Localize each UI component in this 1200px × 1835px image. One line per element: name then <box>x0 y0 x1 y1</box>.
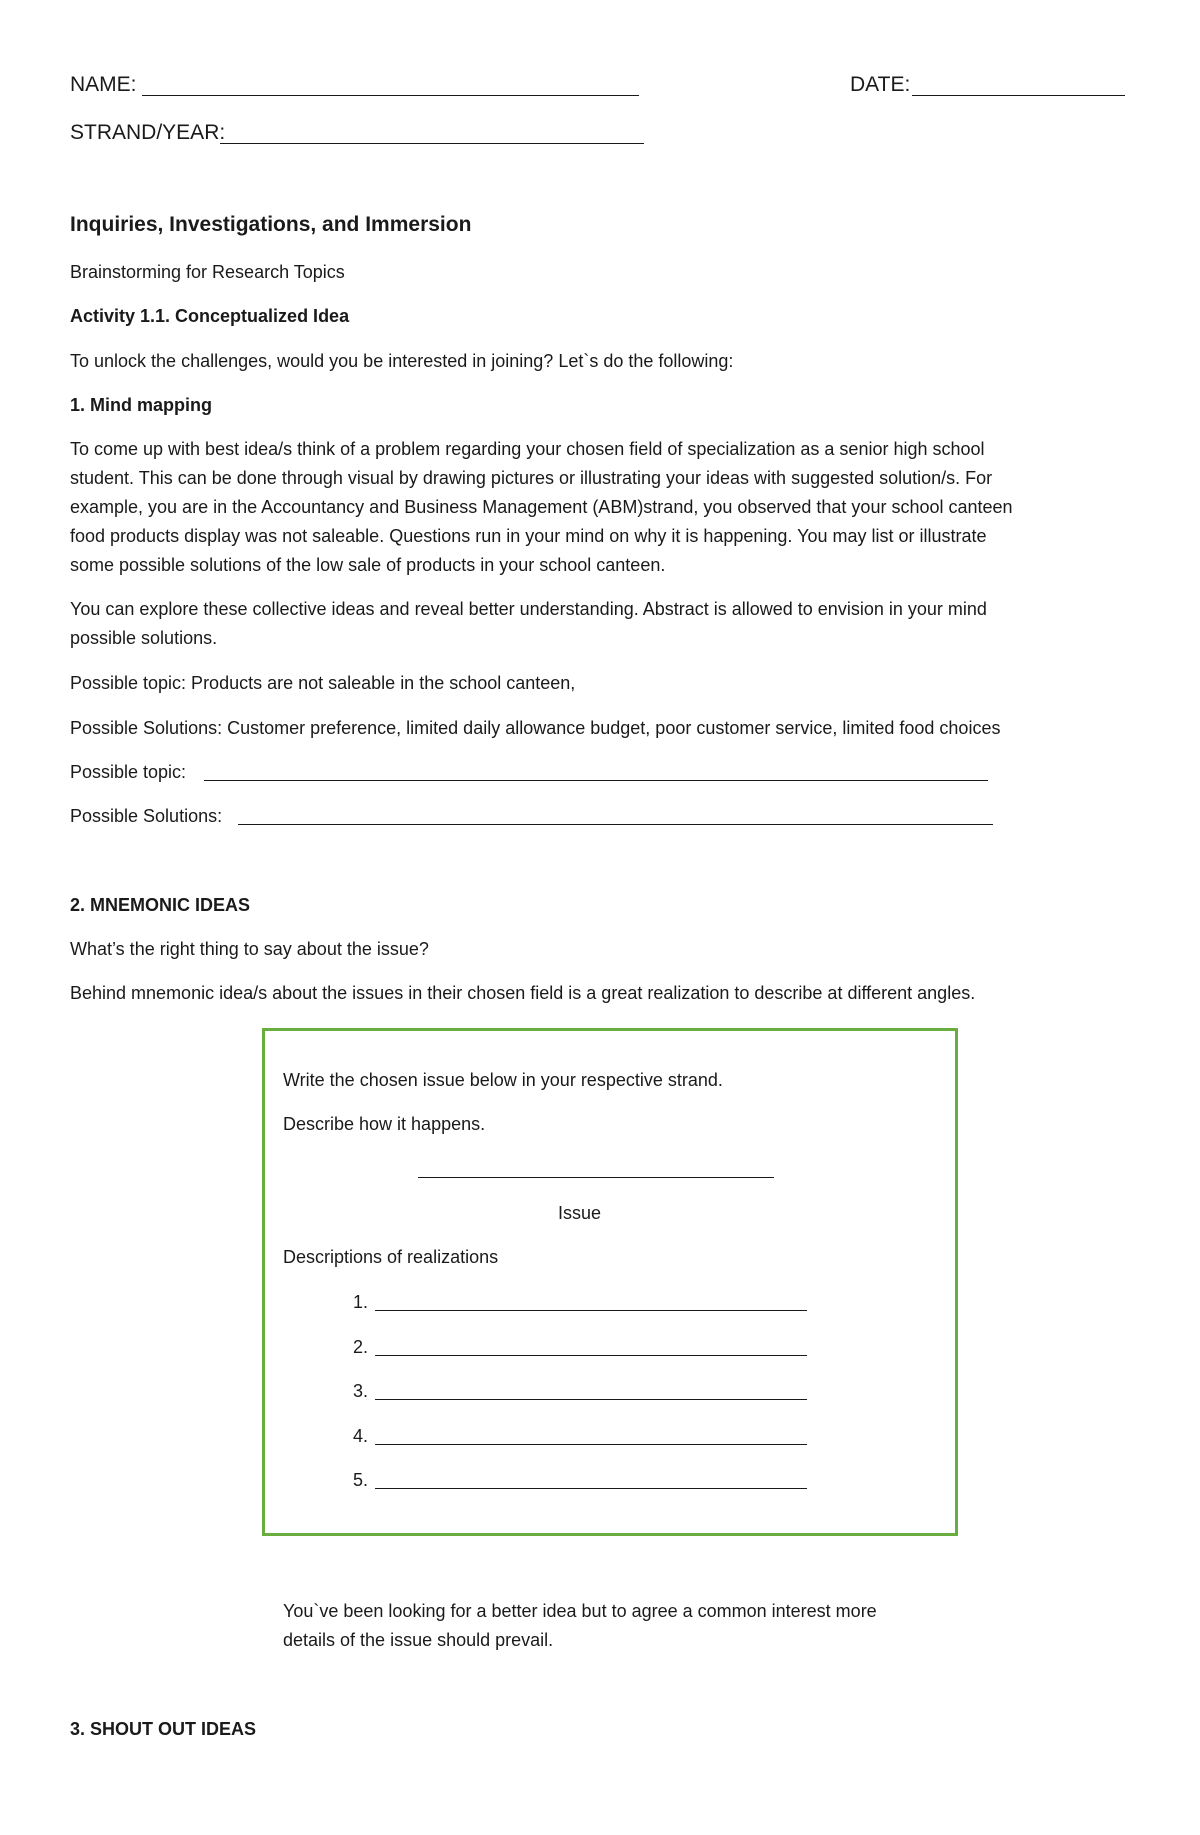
name-label: NAME: <box>70 73 137 96</box>
example-topic: Possible topic: Products are not saleable in the school canteen, <box>70 673 576 693</box>
section3-heading: 3. SHOUT OUT IDEAS <box>70 1719 257 1739</box>
example-solutions: Possible Solutions: Customer preference, limited daily allowance budget, poor customer service, limited food choices <box>70 718 1001 738</box>
realization-blank[interactable] <box>375 1488 807 1489</box>
page-title: Inquiries, Investigations, and Immersion <box>70 213 472 236</box>
para1-line: food products display was not saleable. Questions run in your mind on why it is happening. You may list or illustrate <box>70 526 987 546</box>
strand-year-blank[interactable] <box>220 143 644 144</box>
name-blank[interactable] <box>142 95 639 96</box>
closing-line: You`ve been looking for a better idea but to agree a common interest more <box>283 1601 877 1621</box>
section2-heading: 2. MNEMONIC IDEAS <box>70 895 251 915</box>
realization-number: 2. <box>353 1337 369 1357</box>
realization-number: 1. <box>353 1292 369 1312</box>
possible-solutions-blank[interactable] <box>238 824 993 825</box>
realization-blank[interactable] <box>375 1444 807 1445</box>
para1-line: student. This can be done through visual by drawing pictures or illustrating your ideas with suggested solution/s. For <box>70 468 993 488</box>
issue-box <box>262 1028 958 1536</box>
date-label: DATE: <box>850 73 911 96</box>
realization-number: 3. <box>353 1381 369 1401</box>
section2-statement: Behind mnemonic idea/s about the issues in their chosen field is a great realization to describe at different angles. <box>70 983 976 1003</box>
possible-topic-label: Possible topic: <box>70 762 187 782</box>
realization-number: 4. <box>353 1426 369 1446</box>
date-blank[interactable] <box>912 95 1125 96</box>
possible-solutions-label: Possible Solutions: <box>70 806 223 826</box>
para1-line: some possible solutions of the low sale of products in your school canteen. <box>70 555 666 575</box>
closing-line: details of the issue should prevail. <box>283 1630 554 1650</box>
possible-topic-blank[interactable] <box>204 780 988 781</box>
descriptions-label: Descriptions of realizations <box>283 1247 499 1267</box>
realization-blank[interactable] <box>375 1355 807 1356</box>
page-subtitle: Brainstorming for Research Topics <box>70 262 345 282</box>
issue-label: Issue <box>558 1203 602 1223</box>
intro-text: To unlock the challenges, would you be interested in joining? Let`s do the following: <box>70 351 734 371</box>
box-instruction-1: Write the chosen issue below in your respective strand. <box>283 1070 723 1090</box>
activity-heading: Activity 1.1. Conceptualized Idea <box>70 306 350 326</box>
realization-blank[interactable] <box>375 1310 807 1311</box>
para2-line: possible solutions. <box>70 628 218 648</box>
strand-year-label: STRAND/YEAR: <box>70 121 226 144</box>
realization-number: 5. <box>353 1470 369 1490</box>
para1-line: example, you are in the Accountancy and Business Management (ABM)strand, you observed that your school canteen <box>70 497 1013 517</box>
para2-line: You can explore these collective ideas and reveal better understanding. Abstract is allowed to envision in your mind <box>70 599 987 619</box>
section1-heading: 1. Mind mapping <box>70 395 212 415</box>
section2-question: What’s the right thing to say about the issue? <box>70 939 429 959</box>
box-instruction-2: Describe how it happens. <box>283 1114 486 1134</box>
para1-line: To come up with best idea/s think of a problem regarding your chosen field of specialization as a senior high school <box>70 439 985 459</box>
realization-blank[interactable] <box>375 1399 807 1400</box>
issue-blank[interactable] <box>418 1177 774 1178</box>
